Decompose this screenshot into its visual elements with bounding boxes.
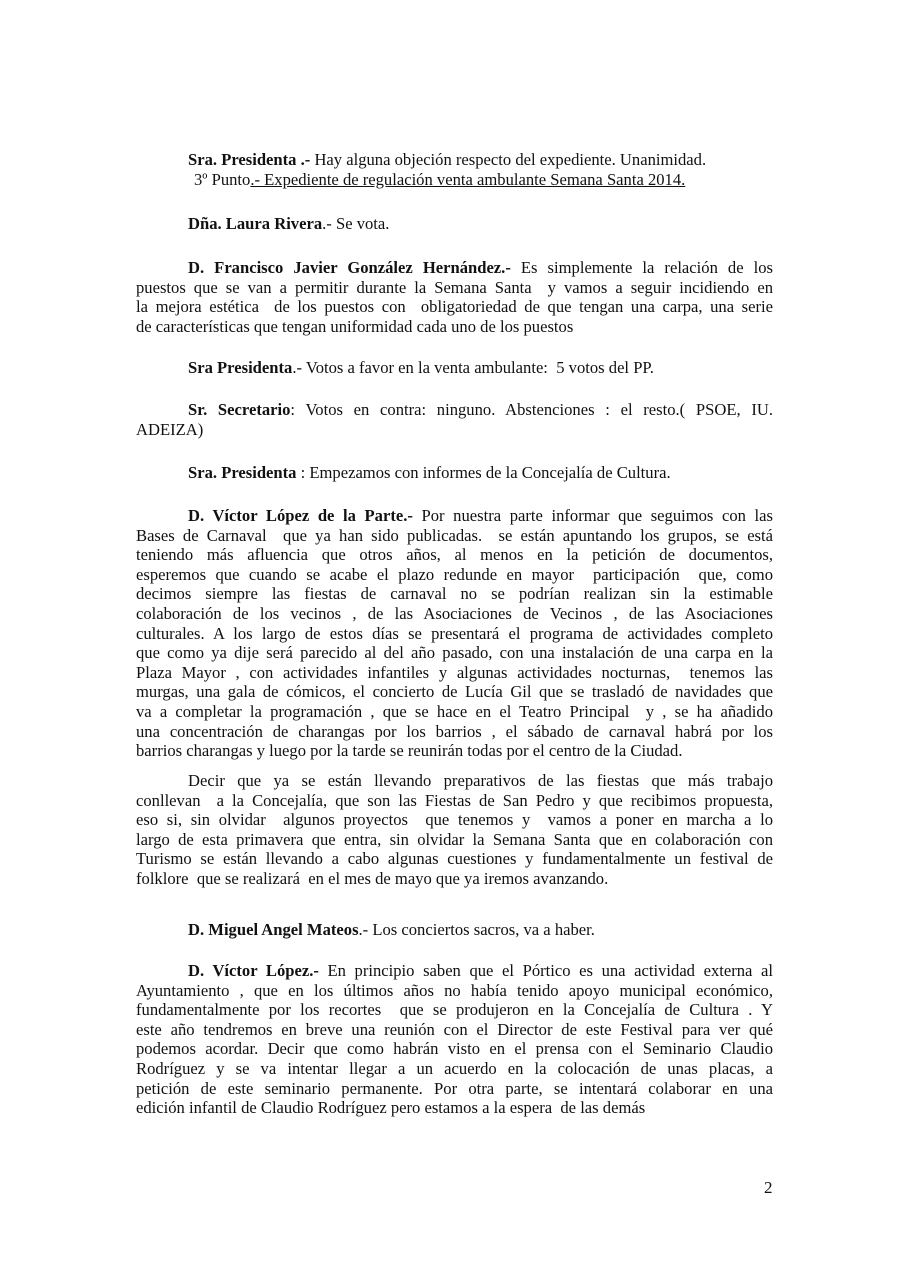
speech-text: ADEIZA) xyxy=(136,419,204,439)
paragraph-line xyxy=(136,358,773,378)
paragraph-line xyxy=(136,1000,773,1020)
speech-text: .- Votos a favor en la venta ambulante: 5 votos del PP. xyxy=(292,358,654,377)
speech-paragraph xyxy=(136,258,773,336)
paragraph-line xyxy=(136,1079,773,1099)
paragraph-line xyxy=(136,682,773,702)
speech-text: petición de este seminario permanente. Por otra parte, se intentará colaborar en una xyxy=(136,1078,773,1098)
paragraph-line xyxy=(136,849,773,869)
speech-text: de características que tengan uniformidad cada uno de los puestos xyxy=(136,316,574,336)
speech-text: Hay alguna objeción respecto del expediente. Unanimidad. xyxy=(310,150,707,169)
paragraph-line xyxy=(136,317,773,337)
paragraph-line xyxy=(136,981,773,1001)
speech-text: .- Se vota. xyxy=(322,214,390,233)
speech-text: Ayuntamiento , que en los últimos años no había tenido apoyo municipal económico, xyxy=(136,980,773,1000)
speech-text: eso si, sin olvidar algunos proyectos que tenemos y vamos a poner en marcha a lo xyxy=(136,810,773,830)
paragraph-line xyxy=(136,526,773,546)
paragraph-line xyxy=(136,420,773,440)
paragraph-line xyxy=(136,741,773,761)
speech-text: podemos acordar. Decir que como habrán visto en el prensa con el Seminario Claudio xyxy=(136,1039,773,1059)
paragraph-line xyxy=(136,258,773,278)
speech-text: Rodríguez y se va intentar llegar a un acuerdo en la colocación de unas placas, a xyxy=(136,1058,773,1078)
speech-paragraph xyxy=(136,771,773,889)
speech-text: teniendo más afluencia que otros años, al menos en la petición de documentos, xyxy=(136,545,773,565)
speech-text: : Empezamos con informes de la Concejalía de Cultura. xyxy=(296,463,671,482)
paragraph-line xyxy=(136,1059,773,1079)
speech-text: Turismo se están llevando a cabo algunas cuestiones y fundamentalmente un festival de xyxy=(136,849,773,869)
speech-paragraph xyxy=(136,506,773,761)
paragraph-line xyxy=(136,150,773,170)
paragraph-line xyxy=(136,1039,773,1059)
speech-paragraph xyxy=(136,214,773,234)
paragraph-line xyxy=(136,920,773,940)
page-number: 2 xyxy=(764,1178,773,1197)
paragraph-line xyxy=(136,604,773,624)
speech-text: que como ya dije será parecido al del año pasado, con una instalación de una carpa en la xyxy=(136,643,773,663)
speech-text: la mejora estética de los puestos con obligatoriedad de que tengan una carpa, una serie xyxy=(136,297,773,317)
speaker-name: D. Miguel Angel Mateos xyxy=(188,920,359,939)
speaker-name: D. Francisco Javier González Hernández.- xyxy=(188,258,511,277)
paragraph-line xyxy=(136,545,773,565)
paragraph-line xyxy=(136,643,773,663)
paragraph-line xyxy=(136,1020,773,1040)
speech-paragraph xyxy=(136,961,773,1118)
speech-text: colaboración de los vecinos , de las Asociaciones de Vecinos , de las Asociaciones xyxy=(136,603,773,623)
speech-text: culturales. A los largo de estos días se presentará el programa de actividades completo xyxy=(136,623,773,643)
paragraph-line xyxy=(136,297,773,317)
paragraph-line xyxy=(136,869,773,889)
speech-text: Plaza Mayor , con actividades infantiles y algunas actividades nocturnas, tenemos las xyxy=(136,662,773,682)
speaker-name: Sr. Secretario xyxy=(188,400,291,419)
speech-text: edición infantil de Claudio Rodríguez pero estamos a la espera de las demás xyxy=(136,1098,646,1118)
speech-text: conllevan a la Concejalía, que son las Fiestas de San Pedro y que recibimos propuesta, xyxy=(136,790,773,810)
header-block xyxy=(136,150,773,189)
speech-text: decimos siempre las fiestas de carnaval no se podrían realizan sin la estimable xyxy=(136,584,773,604)
speaker-name: D. Víctor López de la Parte.- xyxy=(188,506,413,525)
paragraph-line xyxy=(136,663,773,683)
paragraph-line xyxy=(136,771,773,791)
speech-text: fundamentalmente por los recortes que se produjeron en la Concejalía de Cultura . Y xyxy=(136,1000,773,1020)
paragraph-line xyxy=(136,961,773,981)
speaker-name: Sra Presidenta xyxy=(188,358,293,377)
speech-text: puestos que se van a permitir durante la Semana Santa y vamos a seguir incidiendo en xyxy=(136,277,773,297)
point-label: 3º Punto xyxy=(194,169,251,189)
speech-text: Es simplemente la relación de los xyxy=(510,258,773,277)
paragraph-line xyxy=(136,702,773,722)
speech-text: Decir que ya se están llevando preparativos de las fiestas que más trabajo xyxy=(188,771,773,790)
speaker-name: Sra. Presidenta xyxy=(188,463,297,482)
speaker-name: Sra. Presidenta .- xyxy=(188,150,311,169)
speech-text: esperemos que cuando se acabe el plazo redunde en mayor participación que, como xyxy=(136,564,773,584)
speech-text: va a completar la programación , que se hace en el Teatro Principal y , se ha añadido xyxy=(136,701,773,721)
speech-text: una concentración de charangas por los barrios , el sábado de carnaval habrá por los xyxy=(136,721,773,741)
paragraph-line xyxy=(136,565,773,585)
paragraph-line xyxy=(136,722,773,742)
speech-text: : Votos en contra: ninguno. Abstenciones : el resto.( PSOE, IU. xyxy=(290,400,773,419)
speech-text: Por nuestra parte informar que seguimos con las xyxy=(412,506,773,525)
speech-text: este año tendremos en breve una reunión con el Director de este Festival para ver qué xyxy=(136,1019,773,1039)
paragraph-line xyxy=(136,400,773,420)
speaker-name: Dña. Laura Rivera xyxy=(188,214,323,233)
speaker-name: D. Víctor López.- xyxy=(188,961,319,980)
paragraph-line xyxy=(136,506,773,526)
speech-text: folklore que se realizará en el mes de mayo que ya iremos avanzando. xyxy=(136,868,609,888)
speech-paragraph xyxy=(136,463,773,483)
paragraph-line xyxy=(136,1098,773,1118)
paragraph-line xyxy=(136,278,773,298)
speech-text: En principio saben que el Pórtico es una actividad externa al xyxy=(318,961,773,980)
agenda-point xyxy=(136,170,773,190)
speech-paragraph xyxy=(136,400,773,439)
speech-text: barrios charangas y luego por la tarde se reunirán todas por el centro de la Ciudad. xyxy=(136,741,683,761)
speech-text: murgas, una gala de cómicos, el concierto de Lucía Gil que se trasladó de navidades que xyxy=(136,682,773,702)
point-title: .- Expediente de regulación venta ambulante Semana Santa 2014. xyxy=(250,169,686,189)
paragraph-line xyxy=(136,463,773,483)
paragraph-line xyxy=(136,830,773,850)
speech-paragraph xyxy=(136,920,773,940)
speech-paragraph xyxy=(136,358,773,378)
paragraph-line xyxy=(136,791,773,811)
paragraph-line xyxy=(136,624,773,644)
speech-text: Bases de Carnaval que ya han sido publicadas. se están apuntando los grupos, se está xyxy=(136,525,773,545)
speech-text: largo de esta primavera que entra, sin olvidar la Semana Santa que en colaboración con xyxy=(136,829,773,849)
speech-text: .- Los conciertos sacros, va a haber. xyxy=(358,920,595,939)
paragraph-line xyxy=(136,584,773,604)
paragraph-line xyxy=(136,214,773,234)
paragraph-line xyxy=(136,810,773,830)
